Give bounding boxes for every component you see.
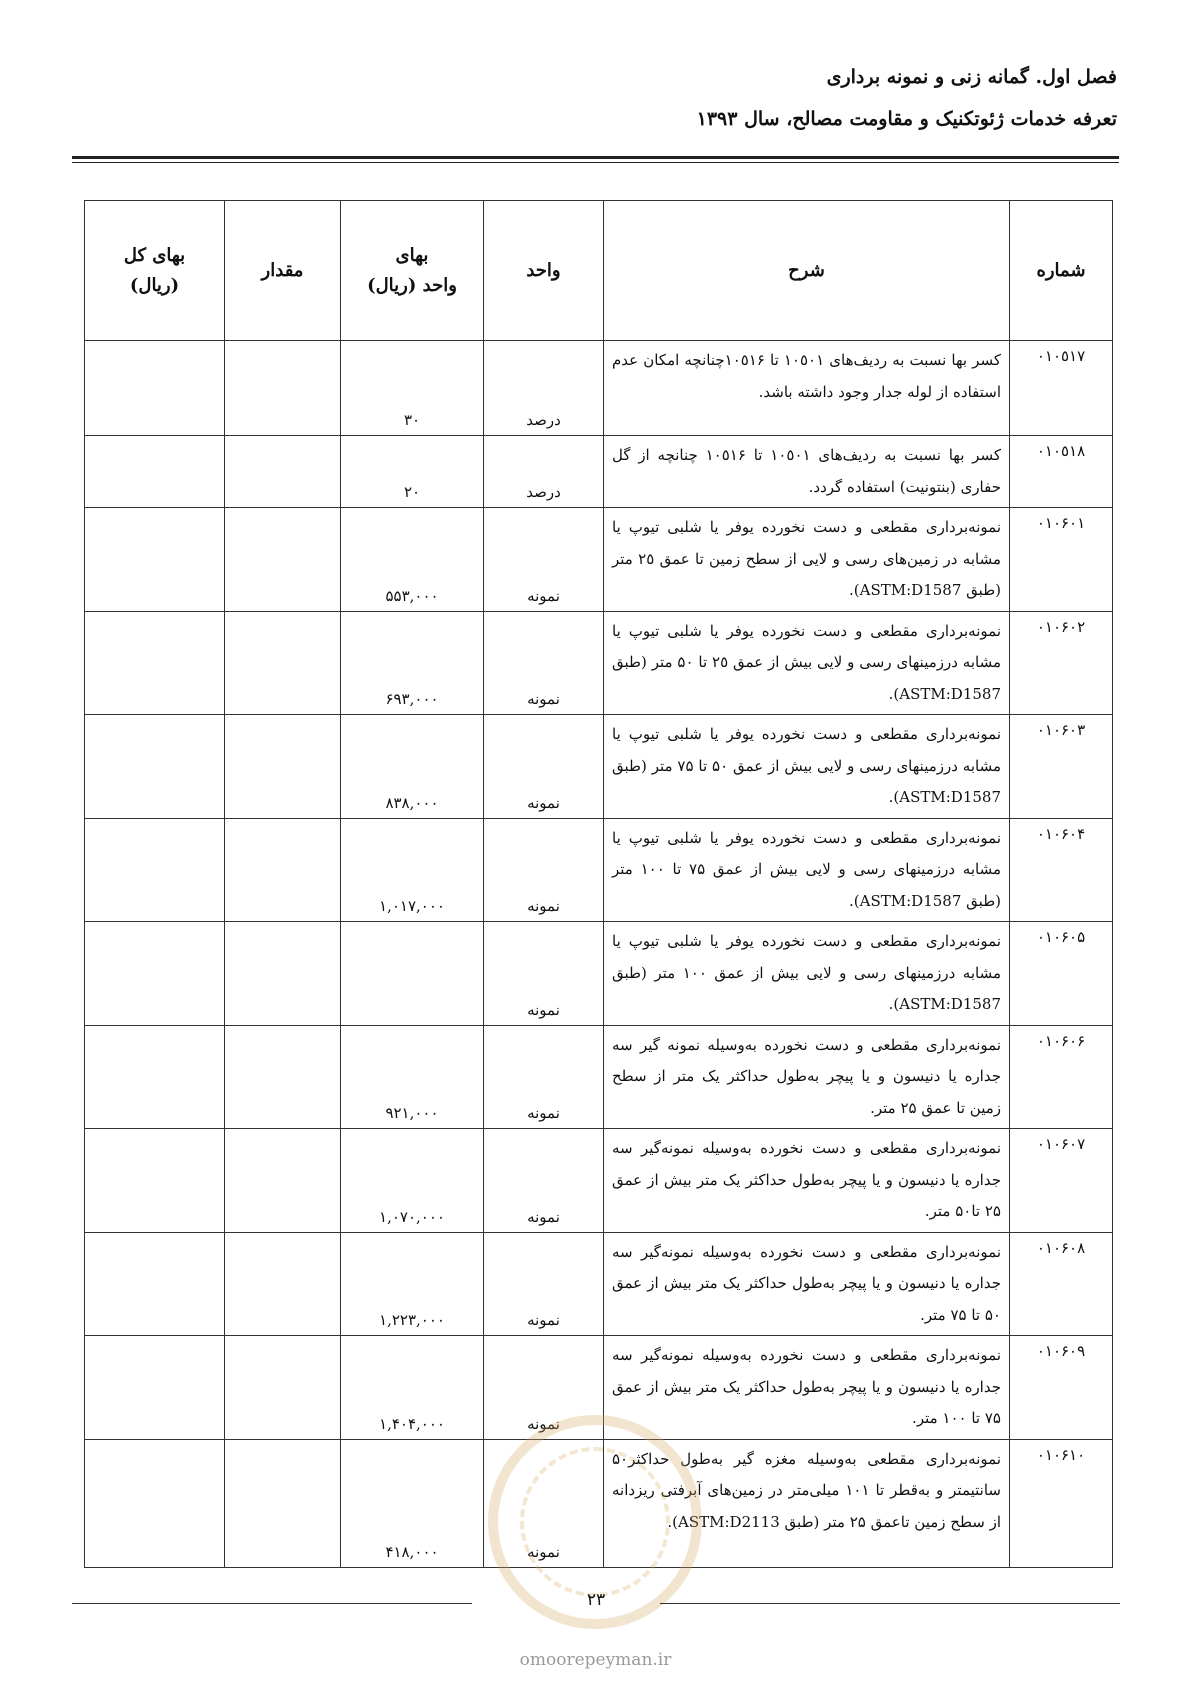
row-number: ٠١٠۶٠٩ (1010, 1336, 1113, 1440)
table-row (85, 611, 1113, 715)
row-unit-price: ۶٩٣,٠٠٠ (341, 611, 484, 715)
col-header-total (85, 201, 225, 341)
row-total (85, 922, 225, 1026)
row-unit: نمونه (484, 922, 604, 1026)
row-description: کسر بها نسبت به ردیف‌های ١٠٥٠١ تا ١٠٥١۶ چنانچه از گل حفاری (بنتونیت) استفاده گردد. (604, 436, 1010, 508)
row-description: نمونه‌برداری مقطعی و دست نخورده یوفر یا شلبی تیوپ یا مشابه درزمینهای رسی و لایی بیش از عمق ٧۵ تا ١٠٠ متر (طبق ASTM:D1587). (604, 818, 1010, 922)
col-header-quantity: مقدار (225, 201, 341, 341)
row-quantity (225, 1336, 341, 1440)
row-number: ٠١٠۶٠٣ (1010, 715, 1113, 819)
row-number: ٠١٠۶٠٨ (1010, 1232, 1113, 1336)
row-unit: نمونه (484, 1025, 604, 1129)
row-quantity (225, 611, 341, 715)
row-number: ٠١٠۶١٠ (1010, 1439, 1113, 1567)
site-watermark: omoorepeyman.ir (519, 1650, 672, 1670)
footer-rule-right (660, 1603, 1120, 1604)
row-total (85, 436, 225, 508)
row-total (85, 1129, 225, 1233)
chapter-title: فصل اول. گمانه زنی و نمونه برداری (826, 66, 1117, 88)
col-header-total-line1: بهای کل (123, 244, 186, 266)
row-total (85, 611, 225, 715)
row-number: ٠١٠۶٠٧ (1010, 1129, 1113, 1233)
col-header-unit-price (341, 201, 484, 341)
row-unit-price: ٩٢١,٠٠٠ (341, 1025, 484, 1129)
row-unit: نمونه (484, 715, 604, 819)
table-row (85, 1336, 1113, 1440)
row-quantity (225, 715, 341, 819)
row-total (85, 1439, 225, 1567)
table-row (85, 818, 1113, 922)
row-total (85, 341, 225, 436)
row-number: ٠١٠۶٠١ (1010, 508, 1113, 612)
row-quantity (225, 1129, 341, 1233)
row-description: نمونه‌برداری مقطعی و دست نخورده یوفر یا شلبی تیوپ یا مشابه درزمینهای رسی و لایی بیش از عمق ٢٥ تا ۵٠ متر (طبق ASTM:D1587). (604, 611, 1010, 715)
row-unit: نمونه (484, 1232, 604, 1336)
row-unit: درصد (484, 436, 604, 508)
row-number: ٠١٠٥١٨ (1010, 436, 1113, 508)
row-quantity (225, 508, 341, 612)
row-quantity (225, 818, 341, 922)
table-row (85, 1129, 1113, 1233)
row-number: ٠١٠۶٠٢ (1010, 611, 1113, 715)
row-unit-price: ٨٣٨,٠٠٠ (341, 715, 484, 819)
row-description: نمونه‌برداری مقطعی و دست نخورده به‌وسیله نمونه‌گیر سه جداره یا دنیسون و یا پیچر به‌طول حداکثر یک متر بیش از عمق ۵٠ تا ٧۵ متر. (604, 1232, 1010, 1336)
row-total (85, 1232, 225, 1336)
table-row (85, 1025, 1113, 1129)
table-row (85, 1232, 1113, 1336)
row-description: نمونه‌برداری مقطعی و دست نخورده به‌وسیله نمونه گیر سه جداره یا دنیسون و یا پیچر به‌طول حداکثر یک متر از سطح زمین تا عمق ٢۵ متر. (604, 1025, 1010, 1129)
row-unit-price: ۴١٨,٠٠٠ (341, 1439, 484, 1567)
row-unit: نمونه (484, 1336, 604, 1440)
table-row (85, 1439, 1113, 1567)
row-description: نمونه‌برداری مقطعی و دست نخورده یوفر یا شلبی تیوپ یا مشابه در زمین‌های رسی و لایی از سطح زمین تا عمق ٢٥ متر (طبق ASTM:D1587). (604, 508, 1010, 612)
col-header-number: شماره (1010, 201, 1113, 341)
col-header-unit-price-line1: بهای (395, 244, 429, 266)
footer-rule-left (72, 1603, 472, 1604)
row-description: نمونه‌برداری مقطعی و دست نخورده به‌وسیله نمونه‌گیر سه جداره یا دنیسون و یا پیچر به‌طول حداکثر یک متر بیش از عمق ٢۵ تا۵٠ متر. (604, 1129, 1010, 1233)
col-header-total-line2: (ریال) (129, 274, 180, 296)
page-number: ٢٣ (586, 1590, 606, 1610)
row-total (85, 508, 225, 612)
row-unit: نمونه (484, 1439, 604, 1567)
header-rule-thick (72, 156, 1119, 159)
row-unit: نمونه (484, 818, 604, 922)
row-unit: درصد (484, 341, 604, 436)
row-quantity (225, 1439, 341, 1567)
document-title: تعرفه خدمات ژئوتکنیک و مقاومت مصالح، سال ۱۳۹۳ (696, 108, 1117, 130)
header-rule-thin (72, 162, 1119, 163)
row-unit-price: ١,۴٠۴,٠٠٠ (341, 1336, 484, 1440)
table-row (85, 436, 1113, 508)
row-unit-price: ١,٠٧٠,٠٠٠ (341, 1129, 484, 1233)
row-quantity (225, 922, 341, 1026)
row-unit: نمونه (484, 1129, 604, 1233)
col-header-unit: واحد (484, 201, 604, 341)
row-quantity (225, 341, 341, 436)
row-description: نمونه‌برداری مقطعی به‌وسیله مغزه گیر به‌طول حداکثر۵٠ سانتیمتر و به‌قطر تا ١٠١ میلی‌متر در زمین‌های آبرفتی ریزدانه از سطح زمین تاعمق ٢۵ متر (طبق ASTM:D2113). (604, 1439, 1010, 1567)
col-header-description: شرح (604, 201, 1010, 341)
row-total (85, 1336, 225, 1440)
col-header-unit-price-line2: واحد (ریال) (367, 274, 457, 296)
table-row (85, 508, 1113, 612)
row-description: کسر بها نسبت به ردیف‌های ١٠٥٠١ تا ١٠٥١۶چنانچه امکان عدم استفاده از لوله جدار وجود داشته باشد. (604, 341, 1010, 436)
table-row (85, 341, 1113, 436)
row-unit: نمونه (484, 611, 604, 715)
table-row (85, 715, 1113, 819)
row-unit-price: ٣٠ (341, 341, 484, 436)
row-unit-price (341, 922, 484, 1026)
row-number: ٠١٠٥١٧ (1010, 341, 1113, 436)
row-number: ٠١٠۶٠۴ (1010, 818, 1113, 922)
table-row (85, 922, 1113, 1026)
row-quantity (225, 1232, 341, 1336)
row-description: نمونه‌برداری مقطعی و دست نخورده یوفر یا شلبی تیوپ یا مشابه درزمینهای رسی و لایی بیش از عمق ١٠٠ متر (طبق ASTM:D1587). (604, 922, 1010, 1026)
row-total (85, 818, 225, 922)
tariff-table (84, 200, 1113, 1568)
row-number: ٠١٠۶٠۶ (1010, 1025, 1113, 1129)
table-header-row (85, 201, 1113, 341)
row-total (85, 1025, 225, 1129)
row-number: ٠١٠۶٠۵ (1010, 922, 1113, 1026)
row-unit-price: ۵۵٣,٠٠٠ (341, 508, 484, 612)
row-unit-price: ٢٠ (341, 436, 484, 508)
row-description: نمونه‌برداری مقطعی و دست نخورده به‌وسیله نمونه‌گیر سه جداره یا دنیسون و یا پیچر به‌طول حداکثر یک متر بیش از عمق ٧۵ تا ١٠٠ متر. (604, 1336, 1010, 1440)
row-description: نمونه‌برداری مقطعی و دست نخورده یوفر یا شلبی تیوپ یا مشابه درزمینهای رسی و لایی بیش از عمق ۵٠ تا ٧۵ متر (طبق ASTM:D1587). (604, 715, 1010, 819)
row-unit-price: ١,٢٢٣,٠٠٠ (341, 1232, 484, 1336)
row-unit-price: ١,٠١٧,٠٠٠ (341, 818, 484, 922)
row-unit: نمونه (484, 508, 604, 612)
row-total (85, 715, 225, 819)
row-quantity (225, 436, 341, 508)
row-quantity (225, 1025, 341, 1129)
